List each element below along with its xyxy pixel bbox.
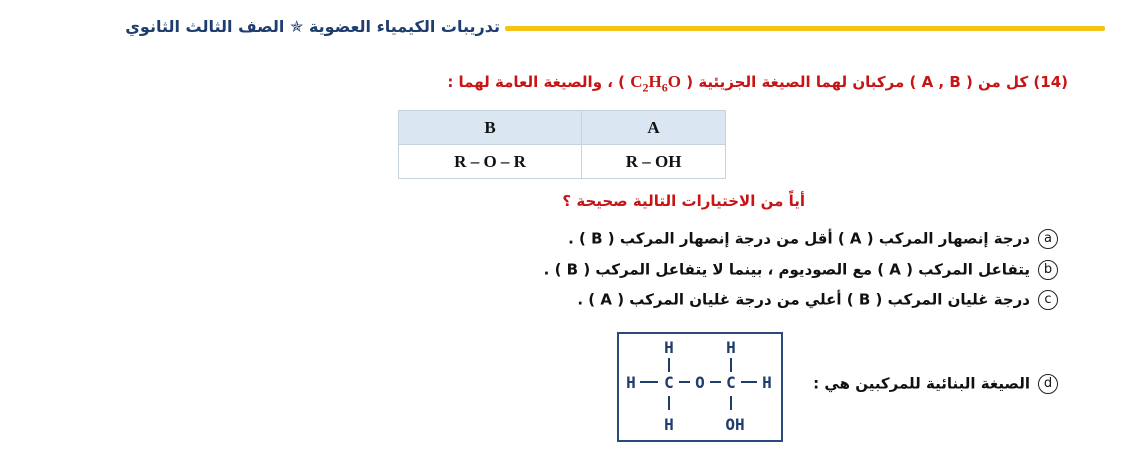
struct-o: O (695, 373, 705, 392)
option-d-marker: d (1038, 374, 1058, 394)
struct-c-2: C (726, 373, 736, 392)
molecular-formula: $C_2H_6O$ (630, 72, 682, 95)
page-title: تدريبات الكيمياء العضوية ✯ الصف الثالث الثانوي (125, 17, 500, 36)
struct-h-left: H (626, 373, 636, 392)
header-divider (505, 26, 1105, 31)
question-number: (14) (1033, 73, 1068, 91)
table-header-a: A (582, 111, 726, 145)
option-d[interactable] (813, 374, 1058, 394)
struct-oh-bottom: OH (725, 415, 745, 434)
option-b-marker: b (1038, 260, 1058, 280)
option-a-text: درجة إنصهار المركب ( A ) أقل من درجة إنصهار المركب ( B ) . (568, 229, 1030, 248)
option-c[interactable] (577, 290, 1058, 310)
formula-table (398, 110, 726, 179)
option-c-text: درجة غليان المركب ( B ) أعلي من درجة غليان المركب ( A ) . (577, 290, 1030, 309)
struct-h-top-1: H (664, 338, 674, 357)
option-c-marker: c (1038, 290, 1058, 310)
question-text (447, 72, 1068, 95)
option-a-marker: a (1038, 229, 1058, 249)
option-a[interactable] (568, 229, 1058, 249)
question-text-before: كل من ( A , B ) مركبان لهما الصيغة الجزيئية ( (686, 73, 1029, 91)
struct-h-bottom: H (664, 415, 674, 434)
table-cell-a: R – OH (582, 145, 726, 179)
option-d-text: الصيغة البنائية للمركبين هي : (813, 374, 1030, 393)
struct-h-right: H (762, 373, 772, 392)
option-b[interactable] (544, 260, 1058, 280)
table-header-b: B (399, 111, 582, 145)
struct-c-1: C (664, 373, 674, 392)
structural-formula (617, 332, 783, 442)
option-b-text: يتفاعل المركب ( A ) مع الصوديوم ، بينما لا يتفاعل المركب ( B ) . (543, 260, 1030, 279)
struct-h-top-2: H (726, 338, 736, 357)
choice-prompt: أياً من الاختيارات التالية صحيحة ؟ (562, 192, 805, 210)
table-cell-b: R – O – R (399, 145, 582, 179)
question-text-after: ) ، والصيغة العامة لهما : (447, 73, 626, 91)
